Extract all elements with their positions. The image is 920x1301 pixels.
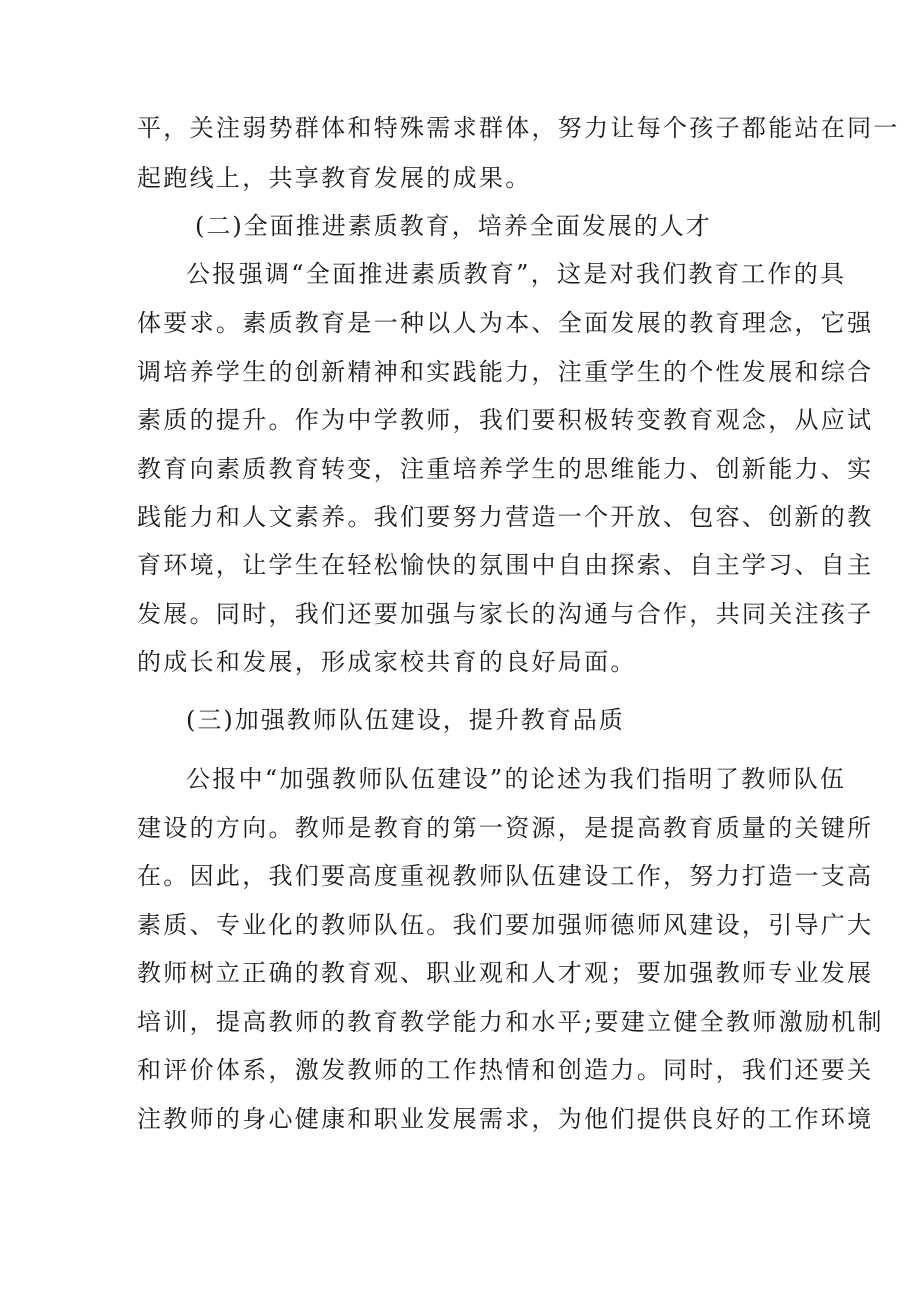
section2-line-1: 公报强调“全面推进素质教育”，这是对我们教育工作的具 xyxy=(186,260,847,288)
continuation-line-2: 起跑线上，共享教育发展的成果。 xyxy=(137,164,532,192)
section2-line-6: 践能力和人文素养。我们要努力营造一个开放、包容、创新的教 xyxy=(137,503,874,531)
section2-line-2: 体要求。素质教育是一种以人为本、全面发展的教育理念，它强 xyxy=(137,309,874,337)
section3-line-3: 在。因此，我们要高度重视教师队伍建设工作，努力打造一支高 xyxy=(137,862,874,890)
section2-line-3: 调培养学生的创新精神和实践能力，注重学生的个性发展和综合 xyxy=(137,358,874,386)
section3-line-5: 教师树立正确的教育观、职业观和人才观；要加强教师专业发展 xyxy=(137,959,874,987)
section2-line-4: 素质的提升。作为中学教师，我们要积极转变教育观念，从应试 xyxy=(137,406,874,434)
section3-line-4: 素质、专业化的教师队伍。我们要加强师德师风建设，引导广大 xyxy=(137,911,874,939)
section3-line-1: 公报中“加强教师队伍建设”的论述为我们指明了教师队伍 xyxy=(186,765,847,793)
continuation-line-1: 平，关注弱势群体和特殊需求群体，努力让每个孩子都能站在同一 xyxy=(137,114,900,142)
section3-line-2: 建设的方向。教师是教育的第一资源，是提高教育质量的关键所 xyxy=(137,814,874,842)
section2-line-7: 育环境，让学生在轻松愉快的氛围中自由探索、自主学习、自主 xyxy=(137,551,874,579)
section-heading-3: (三)加强教师队伍建设，提升教育品质 xyxy=(186,706,625,734)
section3-line-8: 注教师的身心健康和职业发展需求，为他们提供良好的工作环境 xyxy=(137,1105,874,1133)
section2-line-5: 教育向素质教育转变，注重培养学生的思维能力、创新能力、实 xyxy=(137,455,874,483)
section3-line-6: 培训，提高教师的教育教学能力和水平;要建立健全教师激励机制 xyxy=(137,1008,884,1036)
section2-line-9: 的成长和发展，形成家校共育的良好局面。 xyxy=(137,648,637,676)
section-heading-2: (二)全面推进素质教育，培养全面发展的人才 xyxy=(195,212,712,240)
section3-line-7: 和评价体系，激发教师的工作热情和创造力。同时，我们还要关 xyxy=(137,1056,874,1084)
section2-line-8: 发展。同时，我们还要加强与家长的沟通与合作，共同关注孩子 xyxy=(137,600,874,628)
